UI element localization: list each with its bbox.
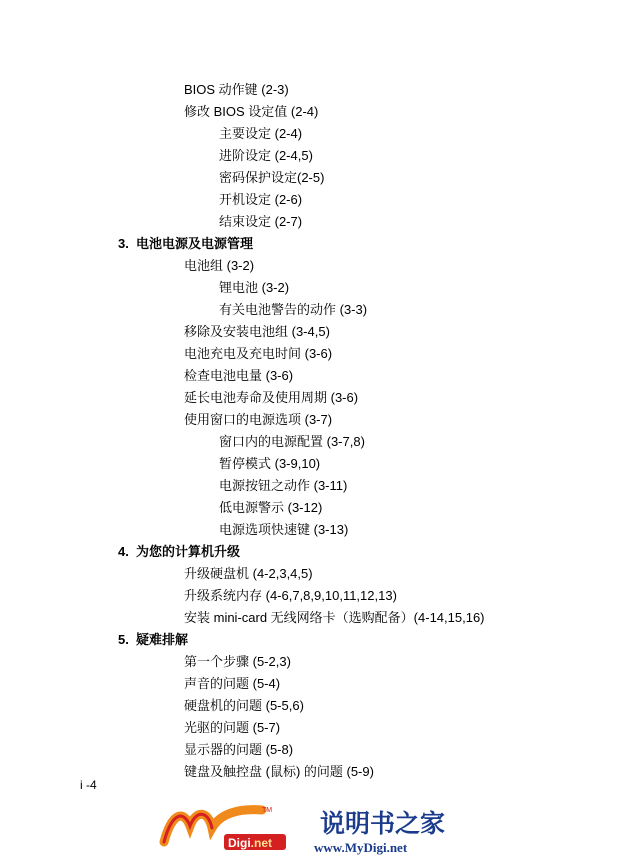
toc-subentry[interactable]: 进阶设定 (2-4,5) (219, 148, 313, 163)
svg-text:Digi.net (228, 836, 272, 850)
logo-net: .net (250, 836, 273, 850)
toc-entry[interactable]: 延长电池寿命及使用周期 (3-6) (184, 390, 359, 405)
toc-subentry[interactable]: 主要设定 (2-4) (219, 126, 303, 141)
toc-subentry[interactable]: 密码保护设定(2-5) (219, 170, 325, 185)
toc-entry[interactable]: 显示器的问题 (5-8) (184, 742, 294, 757)
toc-entry[interactable]: 升级硬盘机 (4-2,3,4,5) (184, 566, 313, 581)
section-title: 疑难排解 (136, 632, 189, 647)
section-number: 5. (118, 632, 129, 647)
toc-subentry[interactable]: 电源选项快速键 (3-13) (219, 522, 349, 537)
toc-entry[interactable]: 升级系统内存 (4-6,7,8,9,10,11,12,13) (184, 588, 397, 603)
toc-subentry[interactable]: 电源按钮之动作 (3-11) (219, 478, 348, 493)
toc-entry[interactable]: 使用窗口的电源选项 (3-7) (184, 412, 333, 427)
mydigi-logo-graphic (150, 800, 470, 860)
toc-entry[interactable]: 修改 BIOS 设定值 (2-4) (184, 104, 319, 119)
toc-subentry[interactable]: 低电源警示 (3-12) (219, 500, 323, 515)
toc-entry[interactable]: BIOS 动作键 (2-3) (184, 82, 289, 97)
brand-name-cn: 说明书之家 (320, 809, 446, 838)
toc-entry[interactable]: 光驱的问题 (5-7) (184, 720, 281, 735)
toc-entry[interactable]: 安装 mini-card 无线网络卡（选购配备）(4-14,15,16) (184, 610, 485, 625)
section-number: 4. (118, 544, 129, 559)
toc-entry[interactable]: 电池组 (3-2) (184, 258, 255, 273)
toc-entry[interactable]: 第一个步骤 (5-2,3) (184, 654, 291, 669)
toc-entry[interactable]: 硬盘机的问题 (5-5,6) (184, 698, 304, 713)
toc-subentry[interactable]: 暂停模式 (3-9,10) (219, 456, 321, 471)
section-number: 3. (118, 236, 129, 251)
toc-subentry[interactable]: 锂电池 (3-2) (219, 280, 290, 295)
toc-section-heading[interactable] (118, 632, 188, 648)
section-title: 为您的计算机升级 (136, 544, 241, 559)
mydigi-logo[interactable] (150, 800, 470, 860)
toc-entry[interactable]: 电池充电及充电时间 (3-6) (184, 346, 333, 361)
toc-subentry[interactable]: 开机设定 (2-6) (219, 192, 303, 207)
toc-entry[interactable]: 移除及安装电池组 (3-4,5) (184, 324, 330, 339)
toc-entry[interactable]: 检查电池电量 (3-6) (184, 368, 294, 383)
logo-tm: TM (262, 807, 273, 814)
toc-entry[interactable]: 声音的问题 (5-4) (184, 676, 281, 691)
toc-section-heading[interactable] (118, 544, 240, 560)
toc-subentry[interactable]: 窗口内的电源配置 (3-7,8) (219, 434, 365, 449)
logo-digi: Digi (228, 836, 251, 850)
page-number: i -4 (80, 778, 97, 792)
section-title: 电池电源及电源管理 (136, 236, 254, 251)
toc-subentry[interactable]: 结束设定 (2-7) (219, 214, 303, 229)
toc-entry[interactable]: 键盘及触控盘 (鼠标) 的问题 (5-9) (184, 764, 374, 779)
toc-subentry[interactable]: 有关电池警告的动作 (3-3) (219, 302, 368, 317)
brand-url: www.MyDigi.net (314, 840, 408, 855)
toc-section-heading[interactable] (118, 236, 253, 252)
